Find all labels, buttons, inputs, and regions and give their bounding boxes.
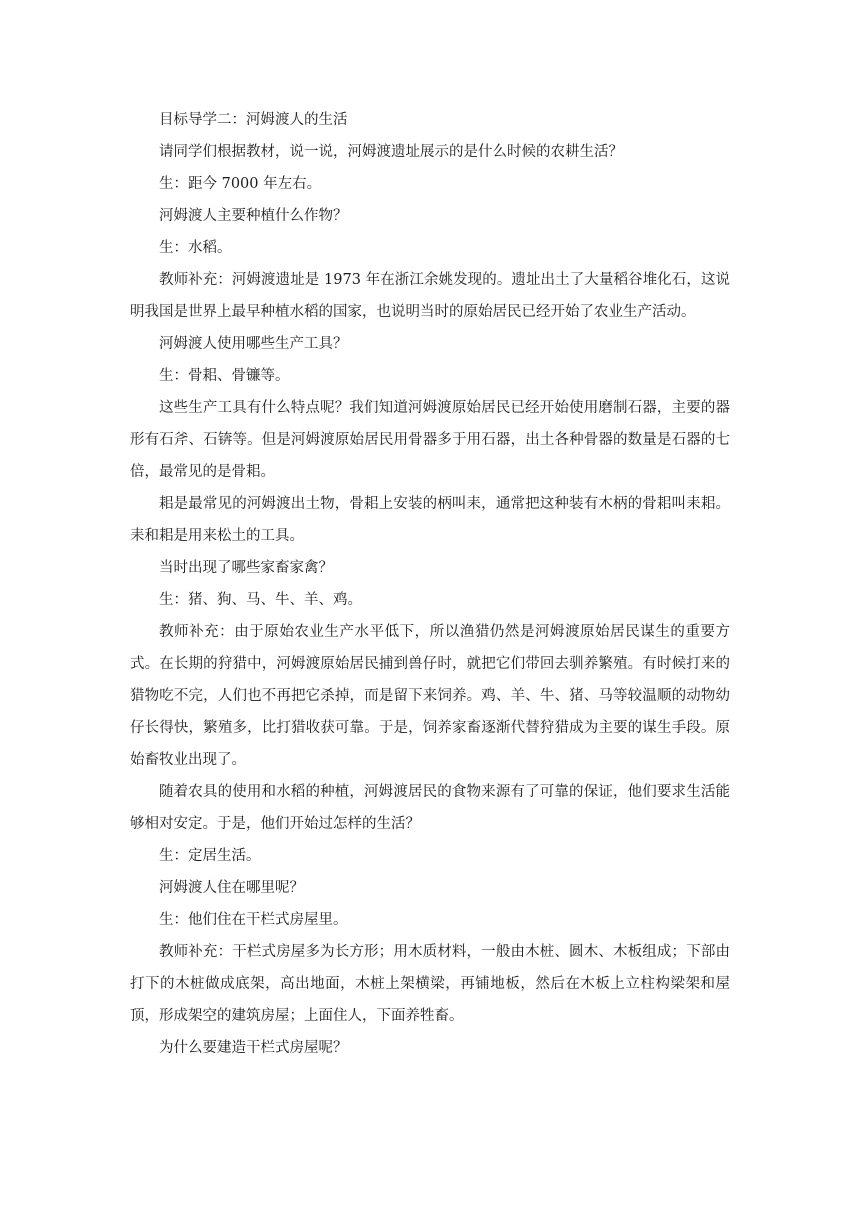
paragraph-body: 随着农具的使用和水稻的种植，河姆渡居民的食物来源有了可靠的保证，他们要求生活能够相对安定。于是，他们开始过怎样的生活？ [130,784,730,832]
paragraph-teacher-note: 教师补充：由于原始农业生产水平低下，所以渔猎仍然是河姆渡原始居民谋生的重要方式。在长期的狩猎中，河姆渡原始居民捕到兽仔时，就把它们带回去驯养繁殖。有时候打来的猎物吃不完，人们也不再把它杀掉，而是留下来饲养。鸡、羊、牛、猪、马等较温顺的动物幼仔长得快，繁殖多，比打猎收获可靠。于是，饲养家畜逐渐代替狩猎成为主要的谋生手段。原始畜牧业出现了。 [130,624,730,768]
paragraph-question: 河姆渡人主要种植什么作物？ [159,208,348,224]
paragraph-question: 请同学们根据教材，说一说，河姆渡遗址展示的是什么时候的农耕生活？ [159,144,623,160]
paragraph-question: 当时出现了哪些家畜家禽？ [159,560,333,576]
paragraph-answer: 生：距今 7000 年左右。 [159,176,322,192]
paragraph-body: 耜是最常见的河姆渡出土物，骨耜上安装的柄叫耒，通常把这种装有木柄的骨耜叫耒耜。耒和耜是用来松土的工具。 [130,496,730,544]
paragraph-answer: 生：猪、狗、马、牛、羊、鸡。 [159,592,362,608]
paragraph-body: 这些生产工具有什么特点呢？我们知道河姆渡原始居民已经开始使用磨制石器，主要的器形有石斧、石锛等。但是河姆渡原始居民用骨器多于用石器，出土各种骨器的数量是石器的七倍，最常见的是骨耜。 [130,400,730,480]
paragraph-teacher-note: 教师补充：干栏式房屋多为长方形；用木质材料，一般由木桩、圆木、木板组成；下部由打下的木桩做成底架，高出地面，木桩上架横梁，再铺地板，然后在木板上立柱构梁架和屋顶，形成架空的建筑房屋；上面住人，下面养牲畜。 [130,944,730,1024]
paragraph-answer: 生：他们住在干栏式房屋里。 [159,912,348,928]
paragraph-question: 河姆渡人住在哪里呢？ [159,880,304,896]
paragraph-question: 为什么要建造干栏式房屋呢？ [159,1040,348,1056]
paragraph-answer: 生：骨耜、骨镰等。 [159,368,290,384]
paragraph-answer: 生：水稻。 [159,240,232,256]
paragraph-answer: 生：定居生活。 [159,848,261,864]
document-body [130,104,730,1064]
paragraph-question: 河姆渡人使用哪些生产工具？ [159,336,348,352]
section-heading: 目标导学二：河姆渡人的生活 [159,112,348,128]
paragraph-teacher-note: 教师补充：河姆渡遗址是 1973 年在浙江余姚发现的。遗址出土了大量稻谷堆化石，这说明我国是世界上最早种植水稻的国家，也说明当时的原始居民已经开始了农业生产活动。 [130,272,730,320]
